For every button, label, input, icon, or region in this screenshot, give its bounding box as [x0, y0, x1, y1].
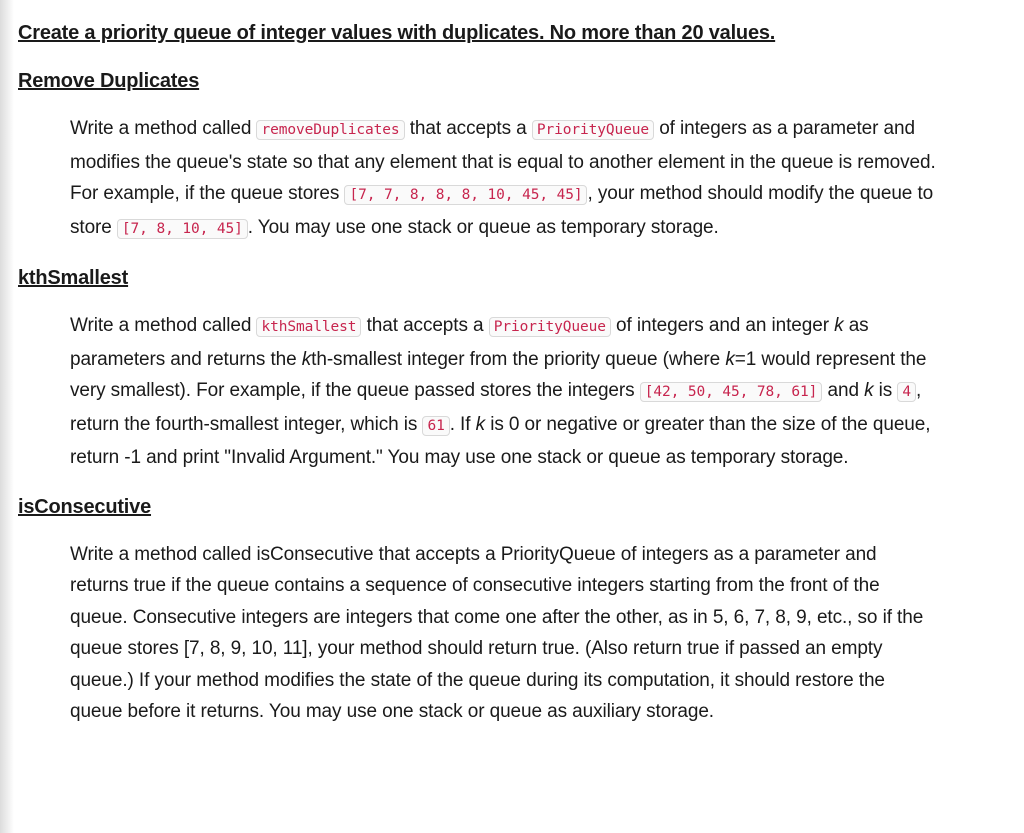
text: is [873, 380, 898, 401]
code-k-value: 4 [897, 382, 916, 402]
var-k: k [725, 348, 735, 370]
text: is 0 or negative or greater than the size of the queue, return -1 and print "Invalid Argument." You may use one stack or queue as temporary storage. [70, 413, 931, 468]
heading-remove-duplicates: Remove Duplicates [18, 70, 200, 92]
text: that accepts a [404, 118, 532, 139]
code-kthSmallest: kthSmallest [256, 317, 361, 337]
code-example-input: [7, 7, 8, 8, 8, 10, 45, 45] [344, 185, 587, 205]
var-k: k [475, 413, 486, 435]
paragraph-kth-smallest [70, 310, 940, 474]
text: , your method should modify the queue to store [70, 183, 934, 238]
text: and [822, 380, 865, 401]
code-removeDuplicates: removeDuplicates [256, 120, 404, 140]
heading-is-consecutive: isConsecutive [18, 495, 152, 518]
text: as parameters and returns the [70, 315, 869, 370]
text: Write a method called [70, 118, 257, 139]
var-k: k [864, 380, 874, 401]
text: =1 would represent the very smallest). For example, if the queue passed stores the integers [70, 348, 927, 401]
code-PriorityQueue: PriorityQueue [532, 120, 654, 140]
document-content [18, 18, 1008, 728]
code-PriorityQueue: PriorityQueue [489, 317, 611, 337]
text: . If [449, 413, 476, 435]
heading-kth-smallest: kthSmallest [18, 267, 129, 289]
text: Write a method called [70, 315, 257, 336]
paragraph-is-consecutive: Write a method called isConsecutive that accepts a PriorityQueue of integers as a parameter and returns true if the queue contains a sequence of consecutive integers starting from the front of the queue. Consecutive integers are integers that come one after the other, as in 5, 6, 7, 8, 9, etc., so if the queue stores [7, 8, 9, 10, 11], your method should return true. (Also return true if passed an empty queue.) If your method modifies the state of the queue during its computation, it should restore the queue before it returns. You may use one stack or queue as auxiliary storage. [70, 543, 924, 722]
text: of integers and an integer [610, 315, 835, 336]
text: that accepts a [361, 315, 489, 336]
var-k: k [301, 348, 312, 370]
text: th-smallest integer from the priority queue (where [311, 348, 726, 370]
code-example-output: [7, 8, 10, 45] [117, 219, 248, 239]
text: of integers as a parameter and modifies the queue's state so that any element that is equal to another element in the queue is removed. For example, if the queue stores [70, 118, 936, 204]
paragraph-remove-duplicates [70, 113, 940, 245]
code-result-value: 61 [422, 416, 449, 436]
text: . You may use one stack or queue as temporary storage. [247, 216, 719, 238]
text: , return the fourth-smallest integer, which is [70, 380, 922, 435]
left-edge-shadow [0, 0, 14, 833]
page-title: Create a priority queue of integer values with duplicates. No more than 20 values. [18, 22, 776, 44]
var-k: k [834, 315, 844, 336]
code-example-integers: [42, 50, 45, 78, 61] [640, 382, 823, 402]
